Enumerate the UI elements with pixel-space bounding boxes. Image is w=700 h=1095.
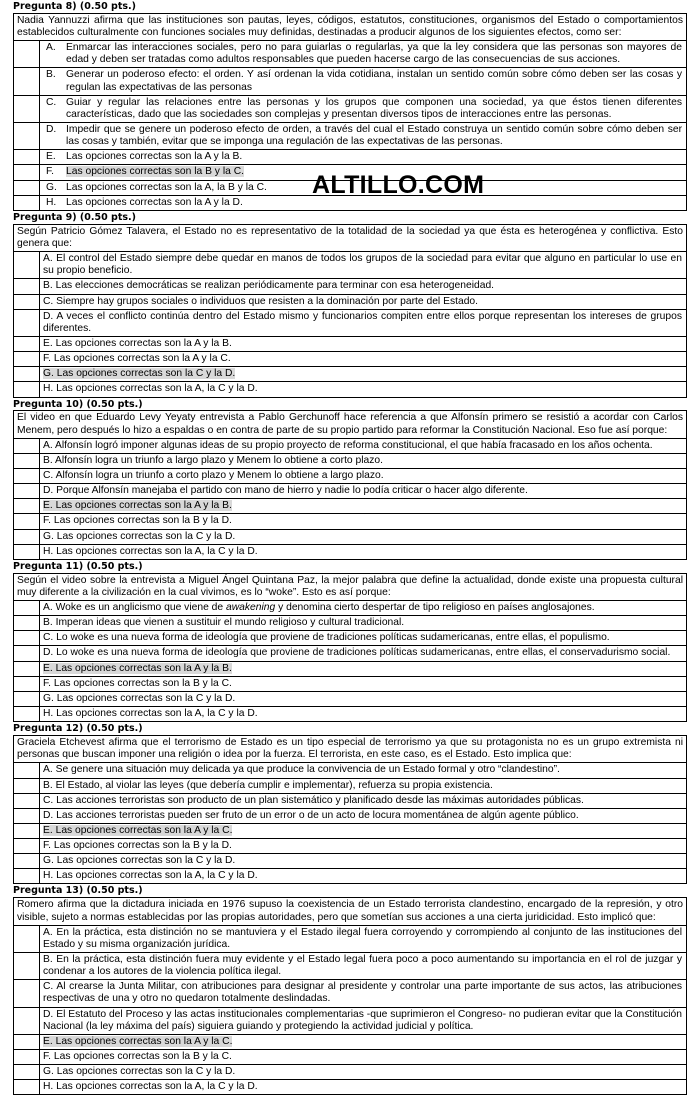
option-text <box>40 662 686 676</box>
option-label: Las opciones correctas son la A, la B y la C. <box>66 181 267 193</box>
option-text <box>40 295 686 309</box>
option-label: D. Lo woke es una nueva forma de ideología que proviene de tradiciones políticas sudamericanas, entre ellas, el conservadurismo social. <box>43 647 671 659</box>
option-label: C. Alfonsín logra un triunfo a corto plazo y Menem lo obtiene a largo plazo. <box>43 469 384 481</box>
question-stem: El video en que Eduardo Levy Yeyaty entrevista a Pablo Gerchunoff hace referencia a que Alfonsín primero se resistió a acordar con Carlos Menem, pero después lo hizo a espaldas o en contra de parte de su propio partido para reformar la Constitución Nacional. Eso fue así porque: <box>17 412 683 436</box>
answer-option[interactable] <box>14 808 686 823</box>
option-label: C. Siempre hay grupos sociales o individuos que resisten a la dominación por parte del Estado. <box>43 295 479 307</box>
option-label: H. Las opciones correctas son la A, la C y la D. <box>43 870 258 882</box>
option-indent-cell <box>14 295 40 309</box>
answer-option[interactable] <box>14 40 686 67</box>
option-label: H. Las opciones correctas son la A, la C y la D. <box>43 708 258 720</box>
option-indent-cell <box>14 279 40 293</box>
answer-option[interactable] <box>14 645 686 660</box>
option-text <box>40 1050 686 1064</box>
question-table <box>13 573 687 722</box>
option-label: E. Las opciones correctas son la A y la C. <box>43 824 233 836</box>
option-indent-cell <box>14 123 40 149</box>
option-text <box>40 530 686 544</box>
option-text <box>40 646 686 660</box>
option-indent-cell <box>14 1065 40 1079</box>
question-stem: Graciela Etchevest afirma que el terrorismo de Estado es un tipo especial de terrorismo ya que su protagonista no es un grupo extremista ni personas que buscan imponer una religión o idea por la fuerza. El terrorista, en este caso, es el Estado. Esto implica que: <box>17 737 683 761</box>
option-label: F. Las opciones correctas son la B y la C. <box>43 1050 232 1062</box>
option-text <box>40 252 686 278</box>
option-indent-cell <box>14 616 40 630</box>
option-label: A. El control del Estado siempre debe quedar en manos de todos los grupos de la sociedad para evitar que alguno en particular lo use en su propio beneficio. <box>43 253 682 277</box>
option-text <box>40 809 686 823</box>
option-indent-cell <box>14 953 40 979</box>
option-text <box>40 310 686 336</box>
option-indent-cell <box>14 794 40 808</box>
option-indent-cell <box>14 530 40 544</box>
option-text <box>40 616 686 630</box>
option-label: F. Las opciones correctas son la B y la D. <box>43 840 232 852</box>
option-label: A. Alfonsín logró imponer algunas ideas de su propio proyecto de reforma constitucional, el que había fracasado en los años ochenta. <box>43 439 653 451</box>
option-label: C. Al crearse la Junta Militar, con atribuciones para designar al presidente y controlar una parte importante de sus actos, las atribuciones respectivas de una y otro no quedaron totalmente deslindadas. <box>43 981 682 1005</box>
option-label: B. Imperan ideas que vienen a sustituir el mundo religioso y cultural tradicional. <box>43 617 405 629</box>
option-indent-cell <box>14 310 40 336</box>
answer-option[interactable] <box>14 149 686 164</box>
option-letter: H. <box>46 196 57 208</box>
answer-option[interactable] <box>14 661 686 676</box>
option-indent-cell <box>14 926 40 952</box>
answer-option[interactable] <box>14 1064 686 1079</box>
option-text <box>40 824 686 838</box>
option-label: F. Las opciones correctas son la B y la D. <box>43 515 232 527</box>
option-text <box>40 779 686 793</box>
option-label: A. Woke es un anglicismo que viene de <box>43 602 226 614</box>
option-indent-cell <box>14 545 40 559</box>
option-label: Las opciones correctas son la A y la D. <box>66 196 243 208</box>
option-label: H. Las opciones correctas son la A, la C y la D. <box>43 545 258 557</box>
option-indent-cell <box>14 196 40 210</box>
option-indent-cell <box>14 1050 40 1064</box>
answer-option[interactable] <box>14 1007 686 1034</box>
option-label: E. Las opciones correctas son la A y la B. <box>43 500 232 512</box>
option-letter: D. <box>46 124 57 136</box>
option-indent-cell <box>14 1035 40 1049</box>
option-label: A. Se genere una situación muy delicada ya que produce la convivencia de un Estado formal y otro “clandestino”. <box>43 764 560 776</box>
answer-option[interactable] <box>14 309 686 336</box>
option-label: Las opciones correctas son la B y la C. <box>66 166 244 178</box>
option-text <box>40 439 686 453</box>
option-text <box>40 631 686 645</box>
option-text <box>40 854 686 868</box>
option-letter: E. <box>46 151 56 163</box>
option-text <box>40 469 686 483</box>
question-table <box>13 410 687 559</box>
option-indent-cell <box>14 352 40 366</box>
option-label: D. El Estatuto del Proceso y las actas institucionales complementarias -que suprimieron el Congreso- no pudieran evitar que la Constitución Nacional (la ley máxima del país) siguiera guiando y protegiendo la actividad judicial y política. <box>43 1008 682 1032</box>
option-indent-cell <box>14 454 40 468</box>
option-text <box>40 279 686 293</box>
question-header: Pregunta 9) (0.50 pts.) <box>13 211 136 223</box>
question-stem: Romero afirma que la dictadura iniciada en 1976 supuso la coexistencia de un Estado terrorista clandestino, encargado de la represión, y otro visible, sujeto a normas establecidas por las propias autoridades, pero que sometían sus acciones a una cierta juridicidad. Esto implicó que: <box>17 899 683 923</box>
option-letter: G. <box>46 181 57 193</box>
answer-option[interactable] <box>14 762 686 777</box>
option-label: A. En la práctica, esta distinción no se mantuviera y el Estado ilegal fuera corroyendo y corrompiendo al conjunto de las instituciones del Estado y su misma organización jurídica. <box>43 926 682 950</box>
option-text <box>40 41 686 67</box>
answer-option[interactable] <box>14 438 686 453</box>
option-text <box>40 692 686 706</box>
answer-option[interactable] <box>14 468 686 483</box>
option-text <box>40 337 686 351</box>
answer-option[interactable] <box>14 793 686 808</box>
option-indent-cell <box>14 499 40 513</box>
option-indent-cell <box>14 41 40 67</box>
answer-option[interactable] <box>14 544 686 559</box>
answer-option[interactable] <box>14 513 686 528</box>
option-text <box>40 794 686 808</box>
option-indent-cell <box>14 809 40 823</box>
answer-option[interactable] <box>14 706 686 721</box>
option-text <box>40 454 686 468</box>
option-indent-cell <box>14 631 40 645</box>
option-label: Generar un poderoso efecto: el orden. Y así ordenan la vida cotidiana, instalan un sentido común sobre cómo deben ser las cosas y regulan las expectativas de las personas <box>66 69 682 93</box>
option-label: Las opciones correctas son la A y la B. <box>66 151 243 163</box>
option-label: Impedir que se genere un poderoso efecto de orden, a través del cual el Estado construya un sentido común sobre cómo deben ser las cosas y también, evitar que se imponga una regulación de las expectativas de las personas. <box>66 124 682 148</box>
option-letter: A. <box>46 42 56 54</box>
option-indent-cell <box>14 439 40 453</box>
answer-option[interactable] <box>14 381 686 396</box>
option-label: H. Las opciones correctas son la A, la C y la D. <box>43 383 258 395</box>
option-label: Guiar y regular las relaciones entre las personas y los grupos que componen una sociedad, ya que éstos tienen diferentes características, dado que las sociedades son complejas y presentan diversos tipos de interacciones entre las personas. <box>66 96 682 120</box>
option-label: F. Las opciones correctas son la A y la C. <box>43 353 231 365</box>
option-label: B. Alfonsín logra un triunfo a largo plazo y Menem lo obtiene a corto plazo. <box>43 454 383 466</box>
option-text <box>40 352 686 366</box>
answer-option[interactable] <box>14 336 686 351</box>
question-header: Pregunta 8) (0.50 pts.) <box>13 1 136 12</box>
answer-option[interactable] <box>14 979 686 1006</box>
answer-option[interactable] <box>14 67 686 94</box>
answer-option[interactable] <box>14 529 686 544</box>
option-label: G. Las opciones correctas son la C y la D. <box>43 368 236 380</box>
option-label: G. Las opciones correctas son la C y la D. <box>43 530 236 542</box>
answer-option[interactable] <box>14 251 686 278</box>
option-indent-cell <box>14 824 40 838</box>
answer-option[interactable] <box>14 278 686 293</box>
question-stem: Según Patricio Gómez Talavera, el Estado no es representativo de la totalidad de la sociedad ya que ésta es heterogénea y conflictiva. Esto genera que: <box>17 225 683 249</box>
option-text <box>40 123 686 149</box>
question-table <box>13 224 687 398</box>
option-label: G. Las opciones correctas son la C y la D. <box>43 1066 236 1078</box>
option-text <box>40 926 686 952</box>
option-label: B. Las elecciones democráticas se realizan periódicamente para terminar con esa heterogeneidad. <box>43 280 495 292</box>
answer-option[interactable] <box>14 676 686 691</box>
option-label: D. A veces el conflicto continúa dentro del Estado mismo y funcionarios compiten entre ellos porque representan los intereses de grupos diferentes. <box>43 310 682 334</box>
question-table <box>13 897 687 1095</box>
option-indent-cell <box>14 96 40 122</box>
option-indent-cell <box>14 484 40 498</box>
option-indent-cell <box>14 869 40 883</box>
option-emphasis: awakening <box>225 602 276 614</box>
question-stem: Nadia Yannuzzi afirma que las instituciones son pautas, leyes, códigos, estatutos, constituciones, organismos del Estado o comportamientos establecidos culturalmente con funciones sociales muy definidas, destinadas a producir algunos de los siguientes efectos, como ser: <box>17 14 683 39</box>
answer-option[interactable] <box>14 95 686 122</box>
answer-option[interactable] <box>14 952 686 979</box>
option-label: G. Las opciones correctas son la C y la D. <box>43 855 236 867</box>
answer-option[interactable] <box>14 838 686 853</box>
question-stem: Según el video sobre la entrevista a Miguel Ángel Quintana Paz, la mejor palabra que define la actualidad, donde existe una propuesta cultural muy diferente a la civilización en la cual vivimos, es lo “woke”. Esto es así porque: <box>17 574 683 598</box>
option-label: H. Las opciones correctas son la A, la C y la D. <box>43 1081 258 1093</box>
option-indent-cell <box>14 980 40 1006</box>
option-indent-cell <box>14 181 40 195</box>
option-label: E. Las opciones correctas son la A y la B. <box>43 662 232 674</box>
option-text <box>40 677 686 691</box>
question-table <box>13 735 687 884</box>
option-indent-cell <box>14 646 40 660</box>
option-indent-cell <box>14 68 40 94</box>
answer-option[interactable] <box>14 483 686 498</box>
option-label: C. Lo woke es una nueva forma de ideología que proviene de tradiciones políticas sudamericanas, entre ellas, el populismo. <box>43 632 610 644</box>
option-text <box>40 367 686 381</box>
option-text <box>40 1065 686 1079</box>
option-label: Enmarcar las interacciones sociales, pero no para guiarlas o regularlas, ya que la ley considera que las personas son mayores de edad y deben ser tratadas como adultos responsables que pueden hacerse cargo de las consecuencias de sus acciones. <box>66 42 682 66</box>
option-text <box>40 980 686 1006</box>
answer-option[interactable] <box>14 294 686 309</box>
option-text <box>40 514 686 528</box>
answer-option[interactable] <box>14 498 686 513</box>
option-text <box>40 601 686 615</box>
question-header: Pregunta 10) (0.50 pts.) <box>13 398 143 410</box>
option-indent-cell <box>14 469 40 483</box>
answer-option[interactable] <box>14 630 686 645</box>
exam-document <box>13 0 687 1095</box>
answer-option[interactable] <box>14 1034 686 1049</box>
answer-option[interactable] <box>14 778 686 793</box>
watermark: ALTILLO.COM <box>312 171 485 199</box>
option-text <box>40 1008 686 1034</box>
option-text <box>40 96 686 122</box>
answer-option[interactable] <box>14 600 686 615</box>
option-text <box>40 707 686 721</box>
option-indent-cell <box>14 854 40 868</box>
answer-option[interactable] <box>14 366 686 381</box>
option-indent-cell <box>14 367 40 381</box>
option-text <box>40 545 686 559</box>
option-label: E. Las opciones correctas son la A y la C. <box>43 1035 233 1047</box>
option-label: E. Las opciones correctas son la A y la B. <box>43 337 232 349</box>
option-text <box>40 869 686 883</box>
option-indent-cell <box>14 337 40 351</box>
answer-option[interactable] <box>14 351 686 366</box>
question-header: Pregunta 12) (0.50 pts.) <box>13 723 143 735</box>
question-header: Pregunta 13) (0.50 pts.) <box>13 885 143 897</box>
answer-option[interactable] <box>14 853 686 868</box>
option-text <box>40 839 686 853</box>
option-label: D. Porque Alfonsín manejaba el partido con mano de hierro y nadie lo podía criticar o hacer algo diferente. <box>43 485 528 497</box>
option-label: F. Las opciones correctas son la B y la C. <box>43 677 232 689</box>
option-indent-cell <box>14 150 40 164</box>
option-indent-cell <box>14 692 40 706</box>
option-text <box>40 763 686 777</box>
option-label: B. En la práctica, esta distinción fuera muy evidente y el Estado legal fuera poco a poco aumentando su importancia en el rol de juzgar y condenar a los autores de la violencia política ilegal. <box>43 953 682 978</box>
answer-option[interactable] <box>14 1079 686 1094</box>
option-indent-cell <box>14 1008 40 1034</box>
option-text <box>40 499 686 513</box>
option-indent-cell <box>14 601 40 615</box>
option-indent-cell <box>14 662 40 676</box>
answer-option[interactable] <box>14 122 686 149</box>
option-text <box>40 1035 686 1049</box>
option-indent-cell <box>14 514 40 528</box>
option-text <box>40 1080 686 1094</box>
question-header: Pregunta 11) (0.50 pts.) <box>13 560 143 572</box>
option-indent-cell <box>14 779 40 793</box>
answer-option[interactable] <box>14 823 686 838</box>
option-indent-cell <box>14 165 40 179</box>
option-indent-cell <box>14 677 40 691</box>
option-label-continued: y denomina cierto despertar de tipo religioso en países anglosajones. <box>275 602 595 614</box>
option-letter: B. <box>46 69 56 81</box>
answer-option[interactable] <box>14 868 686 883</box>
option-label: D. Las acciones terroristas pueden ser fruto de un error o de un acto de locura momentánea de algún agente público. <box>43 809 579 821</box>
answer-option[interactable] <box>14 453 686 468</box>
option-label: B. El Estado, al violar las leyes (que debería cumplir e implementar), refuerza su propia existencia. <box>43 779 493 791</box>
option-label: C. Las acciones terroristas son producto de un plan sistemático y planificado desde las máximas autoridades públicas. <box>43 794 584 806</box>
option-text <box>40 484 686 498</box>
option-indent-cell <box>14 763 40 777</box>
option-text <box>40 68 686 94</box>
option-indent-cell <box>14 382 40 396</box>
answer-option[interactable] <box>14 615 686 630</box>
option-indent-cell <box>14 839 40 853</box>
option-text <box>40 953 686 979</box>
option-indent-cell <box>14 1080 40 1094</box>
option-indent-cell <box>14 707 40 721</box>
option-label: G. Las opciones correctas son la C y la D. <box>43 692 236 704</box>
option-text <box>40 150 686 164</box>
option-indent-cell <box>14 252 40 278</box>
answer-option[interactable] <box>14 691 686 706</box>
option-text <box>40 382 686 396</box>
answer-option[interactable] <box>14 925 686 952</box>
option-letter: F. <box>46 166 55 178</box>
option-letter: C. <box>46 96 57 108</box>
